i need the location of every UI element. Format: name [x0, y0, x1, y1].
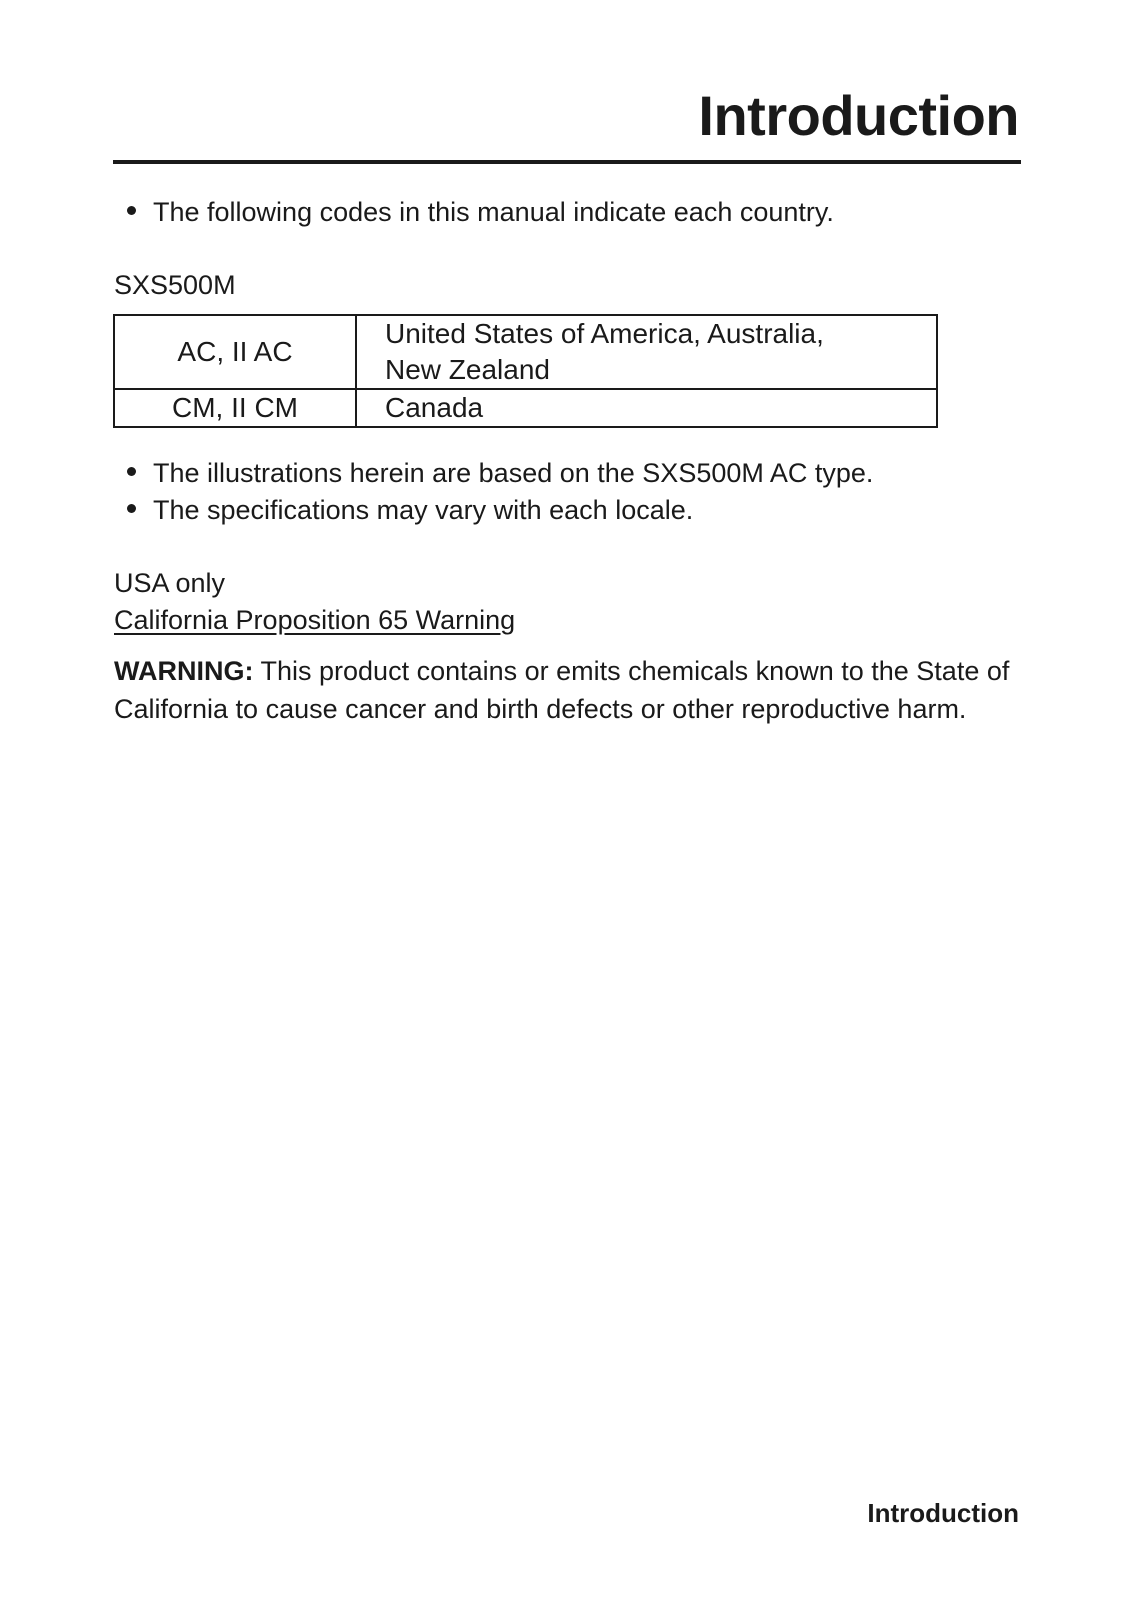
table-row [114, 315, 937, 389]
country-cell [356, 315, 937, 389]
page-title: Introduction [698, 84, 1019, 147]
title-divider [113, 160, 1021, 164]
warning-heading: California Proposition 65 Warning [114, 605, 516, 635]
note-bullet [127, 460, 873, 487]
footer-section-label: Introduction [867, 1498, 1019, 1528]
region-label: USA only [114, 568, 226, 598]
code-cell: CM, II CM [114, 389, 356, 427]
intro-bullet [127, 199, 834, 226]
intro-bullet-text: The following codes in this manual indicate each country. [153, 197, 834, 227]
bullet-dot-icon [127, 467, 136, 476]
warning-label: WARNING: [114, 656, 254, 686]
note-text: The specifications may vary with each locale. [153, 495, 694, 525]
note-text: The illustrations herein are based on the SXS500M AC type. [153, 458, 874, 488]
model-label: SXS500M [114, 270, 236, 300]
country-line: United States of America, Australia, [385, 318, 824, 349]
country-line: Canada [385, 392, 484, 423]
note-bullet [127, 497, 693, 524]
warning-paragraph [114, 652, 1024, 728]
code-cell: AC, II AC [114, 315, 356, 389]
bullet-dot-icon [127, 504, 136, 513]
bullet-dot-icon [127, 206, 136, 215]
table-row [114, 389, 937, 427]
country-cell [356, 389, 937, 427]
country-codes-table [113, 314, 938, 428]
country-line: New Zealand [385, 354, 550, 385]
warning-text: This product contains or emits chemicals known to the State of California to cause cancer and birth defects or other reproductive harm. [114, 656, 1010, 724]
